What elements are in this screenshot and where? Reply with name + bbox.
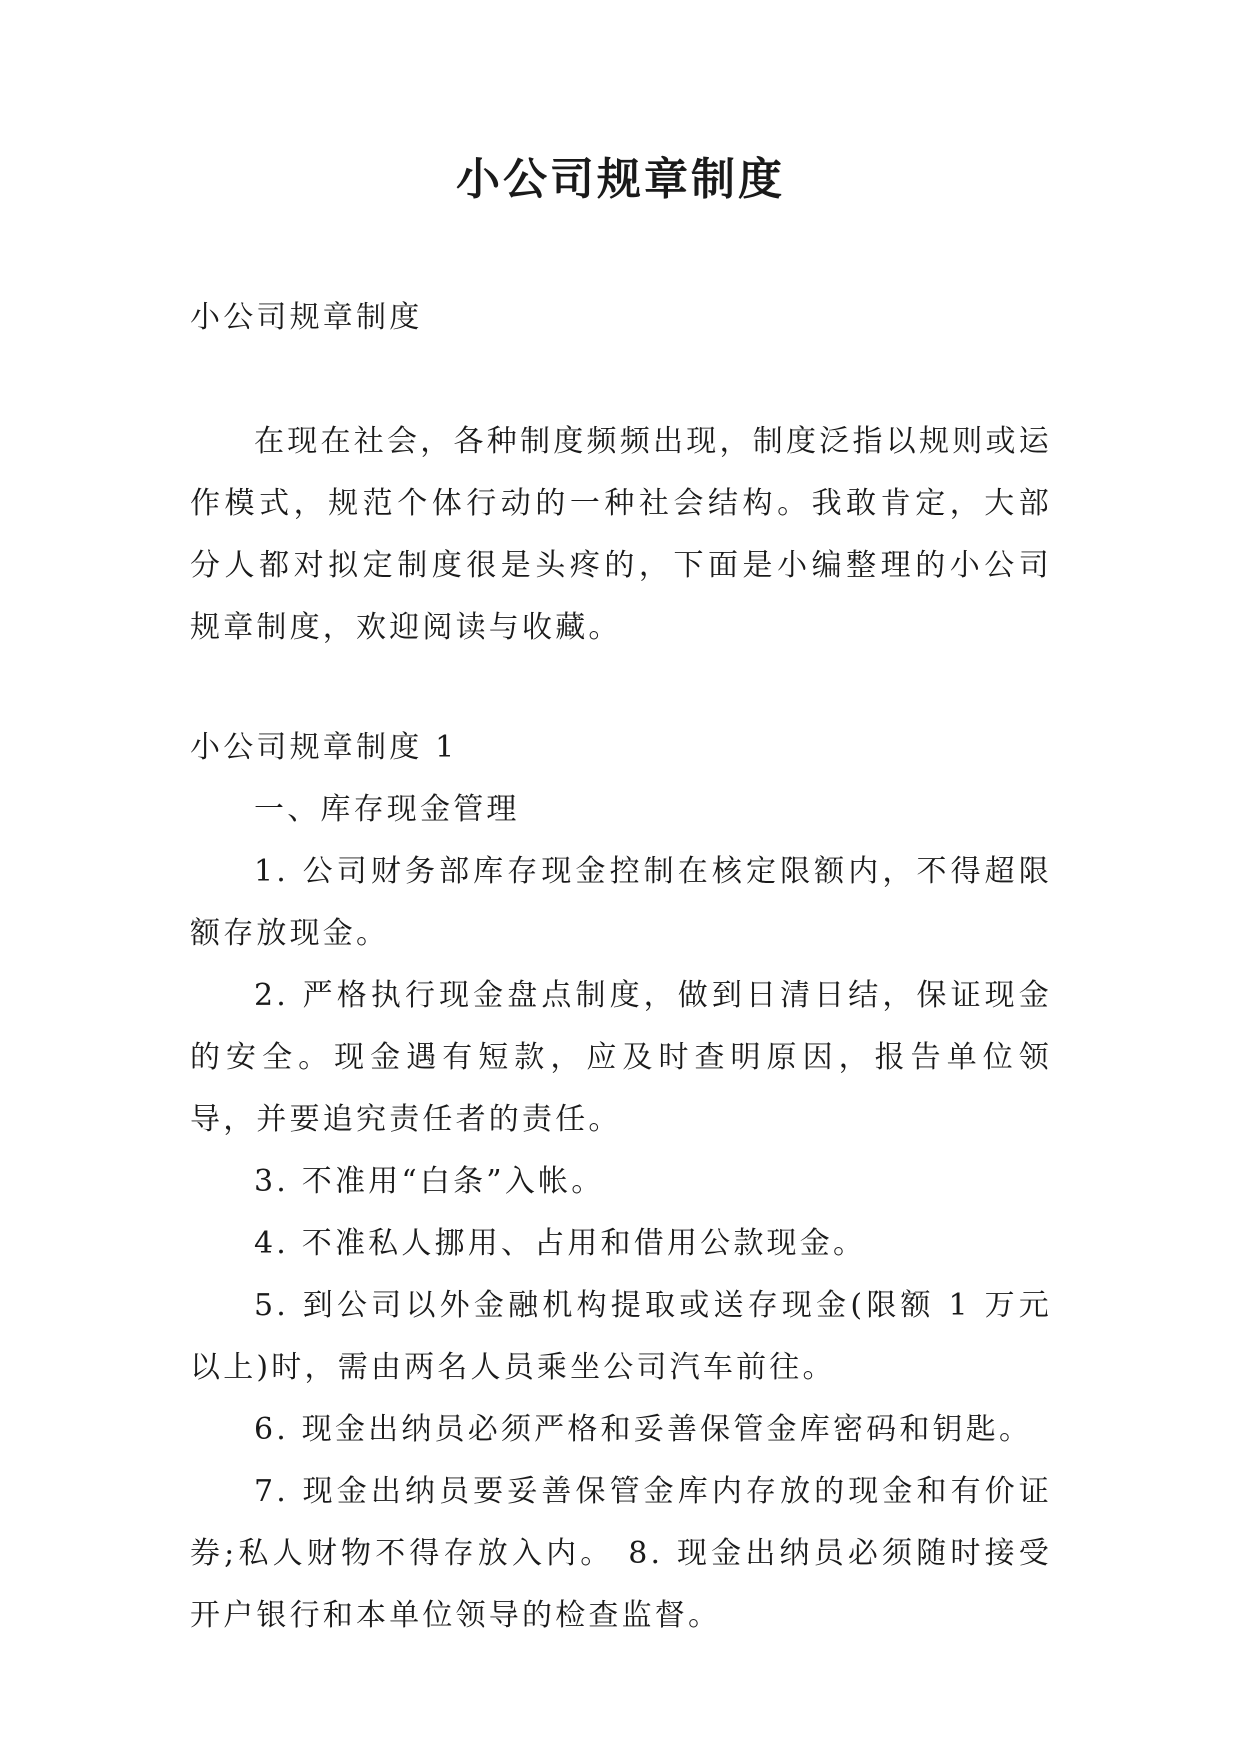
list-item: 7. 现金出纳员要妥善保管金库内存放的现金和有价证券;私人财物不得存放入内。 8. 现金出纳员必须随时接受开户银行和本单位领导的检查监督。 [190, 1474, 1052, 1633]
intro-paragraph: 在现在社会，各种制度频频出现，制度泛指以规则或运作模式，规范个体行动的一种社会结构。我敢肯定，大部分人都对拟定制度很是头疼的，下面是小编整理的小公司规章制度，欢迎阅读与收藏。 [190, 424, 1052, 645]
list-item: 5. 到公司以外金融机构提取或送存现金(限额 1 万元以上)时，需由两名人员乘坐公司汽车前往。 [190, 1288, 1052, 1385]
list-item: 6. 现金出纳员必须严格和妥善保管金库密码和钥匙。 [254, 1412, 1033, 1447]
document-body [190, 287, 1052, 1647]
list-item: 3. 不准用“白条”入帐。 [254, 1164, 605, 1199]
list-item: 1. 公司财务部库存现金控制在核定限额内，不得超限额存放现金。 [190, 854, 1052, 951]
section-heading: 一、库存现金管理 [254, 792, 520, 827]
document-title: 小公司规章制度 [456, 154, 785, 205]
list-item: 4. 不准私人挪用、占用和借用公款现金。 [254, 1226, 867, 1261]
document-subtitle: 小公司规章制度 [190, 300, 423, 335]
section-title: 小公司规章制度 1 [190, 730, 458, 765]
list-item: 2. 严格执行现金盘点制度，做到日清日结，保证现金的安全。现金遇有短款，应及时查明原因，报告单位领导，并要追究责任者的责任。 [190, 978, 1052, 1137]
